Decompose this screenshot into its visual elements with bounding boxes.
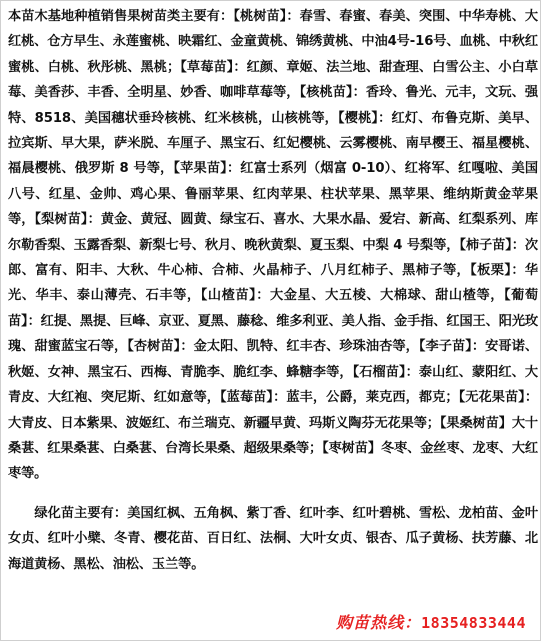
hotline-signature [336, 610, 526, 633]
document-body [8, 4, 538, 577]
hotline-label: 购苗热线： [336, 613, 422, 632]
greening-tree-paragraph: 绿化苗主要有：美国红枫、五角枫、紫丁香、红叶李、红叶碧桃、雪松、龙柏苗、金叶女贞、红叶小檗、冬青、樱花苗、百日红、法桐、大叶女贞、银杏、瓜子黄杨、扶芳藤、北海道黄杨、黑松、油松、玉兰等。 [8, 505, 538, 572]
fruit-tree-paragraph: 本苗木基地种植销售果树苗类主要有：【桃树苗】：春雪、春蜜、春美、突围、中华寿桃、大红桃、仓方早生、永莲蜜桃、映霜红、金童黄桃、锦绣黄桃、中油4号-16号、血桃、中秋红蜜桃、白桃、秋彤桃、黑桃；【草莓苗】：红颜、章姬、法兰地、甜查理、白雪公主、小白草莓、美香莎、丰香、全明星、妙香、咖啡草莓等，【核桃苗】：香玲、鲁光、元丰，文玩、强特、8518、美国穗状垂玲核桃、红米核桃，山核桃等，【樱桃】：红灯、布鲁克斯、美早、拉宾斯、早大果，萨米脱、车厘子、黑宝石、红妃樱桃、云雾樱桃、南早樱王、福星樱桃、福晨樱桃、俄罗斯 8 号等，【苹果苗】：红富士系列（烟富 0-10）、红将军、红嘎啦、美国八号、红星、金帅、鸡心果、鲁丽苹果、红肉苹果、柱状苹果、黑苹果、维纳斯黄金苹果等，【梨树苗】：黄金、黄冠、圆黄、绿宝石、喜水、大果水晶、爱宕、新高、红梨系列、库尔勒香梨、玉露香梨、新梨七号、秋月、晚秋黄梨、夏玉梨、中梨 4 号梨等，【柿子苗】：次郎、富有、阳丰、大秋、牛心柿、合柿、火晶柿子、八月红柿子、黑柿子等，【板栗】：华光、华丰、泰山薄壳、石丰等，【山楂苗】：大金星、大五棱、大棉球、甜山楂等，【葡萄苗】：红提、黑提、巨峰、京亚、夏黑、藤稔、维多利亚、美人指、金手指、红国王、阳光玫瑰、甜蜜蓝宝石等，【杏树苗】：金太阳、凯特、红丰杏、珍珠油杏等，【李子苗】：安哥诺、秋姬、女神、黑宝石、西梅、青脆李、脆红李、蜂糖李等，【石榴苗】：泰山红、蒙阳红、大青皮、大红袍、突尼斯、红如意等，【蓝莓苗】：蓝丰，公爵，莱克西，都克；【无花果苗】：大青皮、日本紫果、波姬红、布兰瑞克、新疆早黄、玛斯义陶芬无花果等；【果桑树苗】大十桑葚、红果桑葚、白桑葚、台湾长果桑、超级果桑等；【枣树苗】冬枣、金丝枣、龙枣、大红枣等。 [8, 9, 538, 482]
hotline-number: 18354833444 [421, 614, 526, 632]
